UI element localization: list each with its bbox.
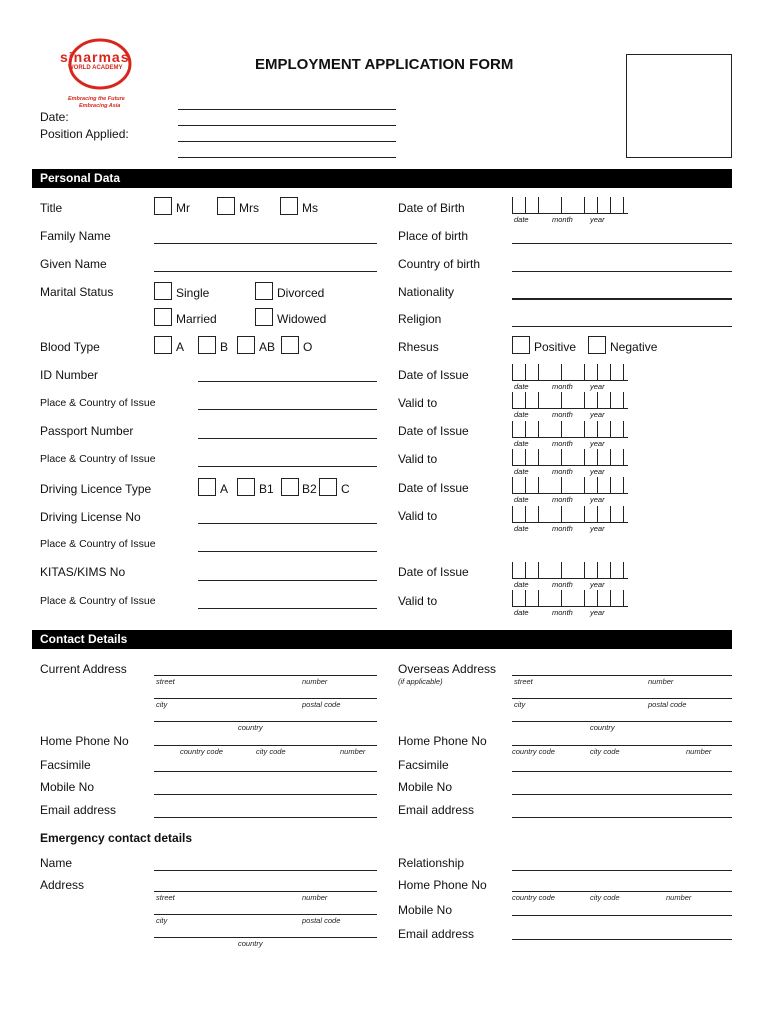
overseas-address-label: Overseas Address <box>398 662 497 676</box>
licence-a-label: A <box>220 482 229 496</box>
licence-c-checkbox[interactable] <box>319 478 337 496</box>
hint-emergency-city: city <box>156 916 168 925</box>
current-address-street-field[interactable] <box>154 675 377 676</box>
date-hint-year: year <box>590 439 605 448</box>
blood-ab-label: AB <box>259 340 276 354</box>
home-phone-label: Home Phone No <box>40 734 129 748</box>
photo-box[interactable] <box>626 54 732 158</box>
passport-place-country-field[interactable] <box>198 466 377 467</box>
licence-b1-checkbox[interactable] <box>237 478 255 496</box>
licence-c-label: C <box>341 482 350 496</box>
title-mr-label: Mr <box>176 201 190 215</box>
kitas-date-of-issue-label: Date of Issue <box>398 565 469 579</box>
driving-licence-type-label: Driving Licence Type <box>40 482 152 496</box>
id-place-country-field[interactable] <box>198 409 377 410</box>
date-hint-month: month <box>552 524 573 533</box>
hint-overseas-number: number <box>648 677 674 686</box>
date-hint-month: month <box>552 467 573 476</box>
overseas-address-city-field[interactable] <box>512 698 732 699</box>
title-mrs-checkbox[interactable] <box>217 197 235 215</box>
blood-a-checkbox[interactable] <box>154 336 172 354</box>
marital-divorced-label: Divorced <box>277 286 325 300</box>
id-number-label: ID Number <box>40 368 99 382</box>
hint-emergency-country-code: country code <box>512 893 555 902</box>
section-contact-details: Contact Details <box>32 630 732 649</box>
emergency-email-label: Email address <box>398 927 475 941</box>
hint-overseas-postal-code: postal code <box>648 700 687 709</box>
current-address-label: Current Address <box>40 662 127 676</box>
driving-license-no-field[interactable] <box>198 523 377 524</box>
family-name-label: Family Name <box>40 229 111 243</box>
licence-a-checkbox[interactable] <box>198 478 216 496</box>
licence-b1-label: B1 <box>259 482 274 496</box>
id-date-of-issue-label: Date of Issue <box>398 368 469 382</box>
emergency-address-label: Address <box>40 878 85 892</box>
blood-a-label: A <box>176 340 185 354</box>
licence-date-of-issue-field[interactable] <box>512 477 628 504</box>
date-of-birth-label: Date of Birth <box>398 201 465 215</box>
position-applied-field[interactable] <box>178 141 396 142</box>
emergency-title: Emergency contact details <box>40 831 193 845</box>
blood-ab-checkbox[interactable] <box>237 336 255 354</box>
hint-phone-number: number <box>340 747 366 756</box>
overseas-email-label: Email address <box>398 803 475 817</box>
kitas-label: KITAS/KIMS No <box>40 565 126 579</box>
email-field[interactable] <box>154 817 377 818</box>
passport-number-label: Passport Number <box>40 424 134 438</box>
passport-place-country-label: Place & Country of Issue <box>40 453 156 465</box>
licence-valid-to-label: Valid to <box>398 509 438 523</box>
passport-date-of-issue-label: Date of Issue <box>398 424 469 438</box>
date-hint-year: year <box>590 495 605 504</box>
logo <box>52 34 148 114</box>
hint-country-code: country code <box>180 747 223 756</box>
form-title: EMPLOYMENT APPLICATION FORM <box>255 56 514 73</box>
hint-if-applicable: (if applicable) <box>398 677 443 686</box>
place-of-birth-field[interactable] <box>512 243 732 244</box>
overseas-address-street-field[interactable] <box>512 675 732 676</box>
rhesus-positive-label: Positive <box>534 340 577 354</box>
hint-street: street <box>156 677 175 686</box>
id-number-field[interactable] <box>198 381 377 382</box>
date-field-2[interactable] <box>178 125 396 126</box>
date-label: Date: <box>40 110 69 124</box>
country-of-birth-field[interactable] <box>512 271 732 272</box>
overseas-address-country-field[interactable] <box>512 721 732 722</box>
title-ms-checkbox[interactable] <box>280 197 298 215</box>
nationality-label: Nationality <box>398 285 455 299</box>
overseas-home-phone-label: Home Phone No <box>398 734 487 748</box>
logo-brand: sinarmas <box>60 49 130 65</box>
date-hint-month: month <box>552 215 573 224</box>
date-hint-year: year <box>590 467 605 476</box>
passport-valid-to-label: Valid to <box>398 452 438 466</box>
place-of-birth-label: Place of birth <box>398 229 469 243</box>
licence-date-of-issue-label: Date of Issue <box>398 481 469 495</box>
id-place-country-label: Place & Country of Issue <box>40 397 156 409</box>
date-hint-date: date <box>514 524 529 533</box>
blood-b-label: B <box>220 340 229 354</box>
position-applied-label: Position Applied: <box>40 127 129 141</box>
hint-overseas-phone-number: number <box>686 747 712 756</box>
emergency-name-field[interactable] <box>154 870 377 871</box>
date-hint-month: month <box>552 495 573 504</box>
emergency-address-street-field[interactable] <box>154 891 377 892</box>
hint-overseas-country: country <box>590 723 615 732</box>
blood-o-checkbox[interactable] <box>281 336 299 354</box>
date-field[interactable] <box>178 109 396 110</box>
hint-postal-code: postal code <box>302 700 341 709</box>
hint-overseas-city-code: city code <box>590 747 620 756</box>
logo-tagline-1: Embracing the Future <box>68 96 125 102</box>
hint-number: number <box>302 677 328 686</box>
marital-single-label: Single <box>176 286 210 300</box>
date-hint-date: date <box>514 382 529 391</box>
emergency-email-field[interactable] <box>512 939 732 940</box>
hint-overseas-city: city <box>514 700 526 709</box>
section-personal-data: Personal Data <box>32 169 732 188</box>
given-name-field[interactable] <box>154 271 377 272</box>
kitas-date-of-issue-field[interactable] <box>512 562 628 589</box>
overseas-email-field[interactable] <box>512 817 732 818</box>
position-applied-field-2[interactable] <box>178 157 396 158</box>
date-hint-year: year <box>590 580 605 589</box>
marital-married-checkbox[interactable] <box>154 308 172 326</box>
hint-emergency-country: country <box>238 939 263 948</box>
blood-o-label: O <box>303 340 313 354</box>
passport-number-field[interactable] <box>198 438 377 439</box>
current-address-city-field[interactable] <box>154 698 377 699</box>
logo-sub: WORLD ACADEMY <box>68 65 123 71</box>
emergency-mobile-field[interactable] <box>512 915 732 916</box>
relationship-label: Relationship <box>398 856 465 870</box>
email-label: Email address <box>40 803 117 817</box>
marital-widowed-checkbox[interactable] <box>255 308 273 326</box>
home-phone-field[interactable] <box>154 745 377 746</box>
marital-divorced-checkbox[interactable] <box>255 282 273 300</box>
date-hint-date: date <box>514 495 529 504</box>
kitas-valid-to-field[interactable] <box>512 590 628 617</box>
hint-overseas-street: street <box>514 677 533 686</box>
licence-b2-label: B2 <box>302 482 317 496</box>
facsimile-label: Facsimile <box>40 758 91 772</box>
overseas-mobile-field[interactable] <box>512 794 732 795</box>
marital-status-label: Marital Status <box>40 285 114 299</box>
marital-single-checkbox[interactable] <box>154 282 172 300</box>
kitas-place-country-field[interactable] <box>198 608 377 609</box>
nationality-field[interactable] <box>512 298 732 300</box>
overseas-mobile-label: Mobile No <box>398 780 453 794</box>
id-valid-to-field[interactable] <box>512 392 628 419</box>
date-hint-month: month <box>552 382 573 391</box>
hint-country: country <box>238 723 263 732</box>
hint-emergency-number: number <box>302 893 328 902</box>
kitas-valid-to-label: Valid to <box>398 594 438 608</box>
logo-tagline-2: Embracing Asia <box>79 103 121 109</box>
emergency-home-phone-field[interactable] <box>512 891 732 892</box>
emergency-address-country-field[interactable] <box>154 937 377 938</box>
id-valid-to-label: Valid to <box>398 396 438 410</box>
hint-emergency-city-code: city code <box>590 893 620 902</box>
emergency-name-label: Name <box>40 856 73 870</box>
kitas-field[interactable] <box>198 580 377 581</box>
title-mr-checkbox[interactable] <box>154 197 172 215</box>
licence-valid-to-field[interactable] <box>512 506 628 533</box>
date-hint-month: month <box>552 608 573 617</box>
given-name-label: Given Name <box>40 257 107 271</box>
hint-city: city <box>156 700 168 709</box>
emergency-address-city-field[interactable] <box>154 914 377 915</box>
blood-type-label: Blood Type <box>40 340 100 354</box>
rhesus-negative-checkbox[interactable] <box>588 336 606 354</box>
current-address-country-field[interactable] <box>154 721 377 722</box>
mobile-field[interactable] <box>154 794 377 795</box>
religion-label: Religion <box>398 312 442 326</box>
date-hint-date: date <box>514 467 529 476</box>
driving-license-no-label: Driving License No <box>40 510 141 524</box>
rhesus-label: Rhesus <box>398 340 439 354</box>
date-hint-date: date <box>514 608 529 617</box>
hint-emergency-postal-code: postal code <box>302 916 341 925</box>
date-hint-month: month <box>552 439 573 448</box>
date-of-birth-field[interactable] <box>512 197 628 224</box>
date-hint-year: year <box>590 608 605 617</box>
title-ms-label: Ms <box>302 201 318 215</box>
overseas-facsimile-field[interactable] <box>512 771 732 772</box>
hint-emergency-street: street <box>156 893 175 902</box>
relationship-field[interactable] <box>512 870 732 871</box>
date-hint-month: month <box>552 410 573 419</box>
rhesus-positive-checkbox[interactable] <box>512 336 530 354</box>
hint-emergency-phone-number: number <box>666 893 692 902</box>
id-date-of-issue-field[interactable] <box>512 364 628 391</box>
passport-valid-to-field[interactable] <box>512 449 628 476</box>
rhesus-negative-label: Negative <box>610 340 658 354</box>
facsimile-field[interactable] <box>154 771 377 772</box>
licence-place-country-field[interactable] <box>198 551 377 552</box>
date-hint-date: date <box>514 215 529 224</box>
date-hint-year: year <box>590 215 605 224</box>
kitas-place-country-label: Place & Country of Issue <box>40 595 156 607</box>
emergency-home-phone-label: Home Phone No <box>398 878 487 892</box>
hint-city-code: city code <box>256 747 286 756</box>
date-hint-month: month <box>552 580 573 589</box>
family-name-field[interactable] <box>154 243 377 244</box>
emergency-mobile-label: Mobile No <box>398 903 453 917</box>
blood-b-checkbox[interactable] <box>198 336 216 354</box>
date-hint-year: year <box>590 524 605 533</box>
date-hint-year: year <box>590 382 605 391</box>
country-of-birth-label: Country of birth <box>398 257 481 271</box>
title-label: Title <box>40 201 63 215</box>
date-hint-year: year <box>590 410 605 419</box>
date-hint-date: date <box>514 410 529 419</box>
marital-widowed-label: Widowed <box>277 312 327 326</box>
marital-married-label: Married <box>176 312 217 326</box>
overseas-home-phone-field[interactable] <box>512 745 732 746</box>
overseas-facsimile-label: Facsimile <box>398 758 449 772</box>
passport-date-of-issue-field[interactable] <box>512 421 628 448</box>
mobile-label: Mobile No <box>40 780 95 794</box>
date-hint-date: date <box>514 439 529 448</box>
licence-b2-checkbox[interactable] <box>281 478 299 496</box>
religion-field[interactable] <box>512 326 732 327</box>
title-mrs-label: Mrs <box>239 201 259 215</box>
date-hint-date: date <box>514 580 529 589</box>
hint-overseas-country-code: country code <box>512 747 555 756</box>
licence-place-country-label: Place & Country of Issue <box>40 538 156 550</box>
